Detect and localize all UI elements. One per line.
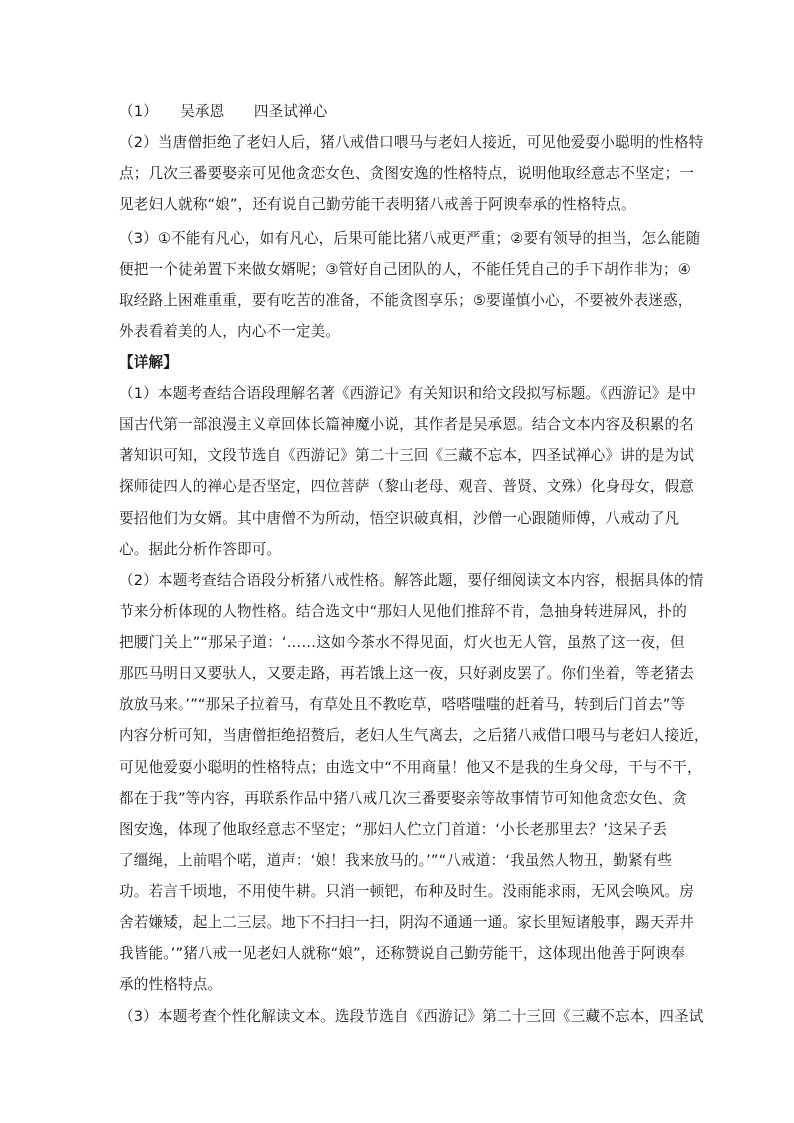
- answer-3-line-3: 取经路上困难重重，要有吃苦的准备，不能贪图享乐；⑤要谨慎小心，不要被外表迷惑，: [119, 292, 693, 309]
- detail-1-line-1: （1）本题考查结合语段理解名著《西游记》有关知识和给文段拟写标题。《西游记》是中: [119, 385, 697, 402]
- answer-1-line: （1） 吴承恩 四圣试禅心: [119, 103, 328, 120]
- answer-2-line-3: 见老妇人就称“娘”，还有说自己勤劳能干表明猪八戒善于阿谀奉承的性格特点。: [119, 196, 636, 213]
- detail-2-line-14: 承的性格特点。: [119, 976, 223, 993]
- detail-2-line-7: 可见他爱耍小聪明的性格特点；由选文中“不用商量！他又不是我的生身父母，干与不干，: [119, 759, 702, 776]
- detail-2-line-10: 了缰绳，上前唱个喏，道声：‘娘！我来放马的。’”“八戒道：‘我虽然人物丑，勤紧有些: [119, 852, 673, 869]
- detail-2-line-6: 内容分析可知，当唐僧拒绝招赘后，老妇人生气离去，之后猪八戒借口喂马与老妇人接近，: [119, 727, 709, 744]
- detail-2-line-2: 节来分析体现的人物性格。结合选文中“那妇人见他们推辞不肯，急抽身转进屏风，扑的: [119, 603, 687, 620]
- section-heading-detail: 【详解】: [119, 354, 178, 371]
- detail-2-line-12: 舍若嫌矮，起上二三层。地下不扫扫一扫，阴沟不通通一通。家长里短诸般事，踢天弄井: [119, 914, 695, 931]
- detail-3-line-1: （3）本题考查个性化解读文本。选段节选自《西游记》第二十三回《三藏不忘本，四圣试: [119, 1008, 704, 1025]
- detail-2-line-9: 图安逸，体现了他取经意志不坚定；“那妇人伫立门首道：‘小长老那里去？’这呆子丢: [119, 821, 668, 838]
- detail-2-line-8: 都在于我”等内容，再联系作品中猪八戒几次三番要娶亲等故事情节可知他贪恋女色、贪: [119, 790, 687, 807]
- answer-3-line-1: （3）①不能有凡心，如有凡心，后果可能比猪八戒更严重；②要有领导的担当，怎么能随: [119, 230, 701, 247]
- detail-1-line-3: 著知识可知，文段节选自《西游记》第二十三回《三藏不忘本，四圣试禅心》讲的是为试: [119, 447, 695, 464]
- detail-1-line-5: 要招他们为女婿。其中唐僧不为所动，悟空识破真相，沙僧一心跟随师傅，八戒动了凡: [119, 510, 680, 527]
- answer-3-line-2: 便把一个徒弟置下来做女婿呢；③管好自己团队的人，不能任凭自己的手下胡作非为；④: [119, 261, 691, 278]
- detail-1-line-4: 探师徒四人的禅心是否坚定，四位菩萨（黎山老母、观音、普贤、文殊）化身母女，假意: [119, 478, 695, 495]
- answer-2-line-1: （2）当唐僧拒绝了老妇人后，猪八戒借口喂马与老妇人接近，可见他爱耍小聪明的性格特: [119, 134, 704, 151]
- detail-2-line-4: 那匹马明日又要驮人，又要走路，再若饿上这一夜，只好剥皮罢了。你们坐着，等老猪去: [119, 665, 695, 682]
- detail-2-line-13: 我皆能。’”猪八戒一见老妇人就称“娘”，还称赞说自己勤劳能干，这体现出他善于阿谀奉: [119, 945, 686, 962]
- answer-3-line-4: 外表看着美的人，内心不一定美。: [119, 323, 341, 340]
- detail-2-line-1: （2）本题考查结合语段分析猪八戒性格。解答此题，要仔细阅读文本内容，根据具体的情: [119, 572, 704, 589]
- answer-2-line-2: 点；几次三番要娶亲可见他贪恋女色、贪图安逸的性格特点，说明他取经意志不坚定；一: [119, 165, 695, 182]
- detail-1-line-2: 国古代第一部浪漫主义章回体长篇神魔小说，其作者是吴承恩。结合文本内容及积累的名: [119, 416, 695, 433]
- detail-2-line-5: 放放马来。’”“那呆子拉着马，有草处且不教吃草，嗒嗒嗤嗤的赶着马，转到后门首去”等: [119, 696, 686, 713]
- detail-2-line-3: 把腰门关上”“那呆子道：‘……这如今茶水不得见面，灯火也无人管，虽熬了这一夜，但: [119, 634, 685, 651]
- detail-2-line-11: 功。若言千顷地，不用使牛耕。只消一顿钯，布种及时生。没雨能求雨，无风会唤风。房: [119, 883, 695, 900]
- detail-1-line-6: 心。据此分析作答即可。: [119, 541, 282, 558]
